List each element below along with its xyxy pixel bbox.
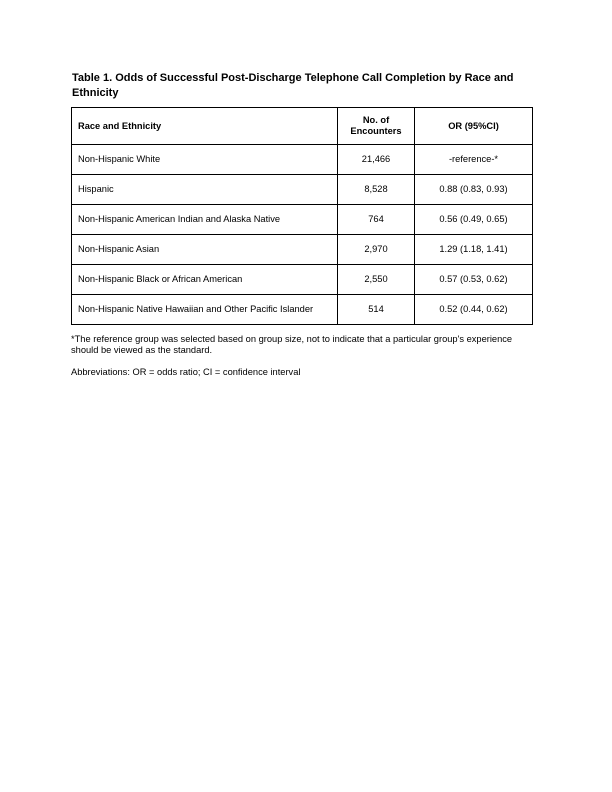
header-race-ethnicity: Race and Ethnicity [72,108,338,145]
row-odds-ratio: 0.56 (0.49, 0.65) [415,205,533,235]
row-odds-ratio: 0.52 (0.44, 0.62) [415,295,533,325]
table-row [72,235,533,265]
row-encounters: 8,528 [338,175,415,205]
row-race: Non-Hispanic White [72,145,338,175]
row-odds-ratio: 1.29 (1.18, 1.41) [415,235,533,265]
table-header-row [72,108,533,145]
row-encounters: 21,466 [338,145,415,175]
row-race: Hispanic [72,175,338,205]
table-footnote: *The reference group was selected based on group size, not to indicate that a particular group's experience should be viewed as the standard. [71,334,513,355]
row-race: Non-Hispanic Asian [72,235,338,265]
row-race: Non-Hispanic American Indian and Alaska Native [72,205,338,235]
row-race: Non-Hispanic Native Hawaiian and Other Pacific Islander [72,295,338,325]
row-encounters: 2,550 [338,265,415,295]
row-encounters: 2,970 [338,235,415,265]
row-odds-ratio: 0.57 (0.53, 0.62) [415,265,533,295]
header-encounters: No. of Encounters [338,108,415,145]
row-race: Non-Hispanic Black or African American [72,265,338,295]
row-odds-ratio: -reference-* [415,145,533,175]
abbreviations-note: Abbreviations: OR = odds ratio; CI = confidence interval [71,367,301,377]
table-title: Table 1. Odds of Successful Post-Discharge Telephone Call Completion by Race and Ethnicity [72,72,514,99]
odds-table [71,107,533,325]
table-row [72,175,533,205]
row-encounters: 514 [338,295,415,325]
table-row [72,295,533,325]
table-row [72,265,533,295]
header-odds-ratio: OR (95%CI) [415,108,533,145]
table-row [72,205,533,235]
row-encounters: 764 [338,205,415,235]
row-odds-ratio: 0.88 (0.83, 0.93) [415,175,533,205]
table-row [72,145,533,175]
